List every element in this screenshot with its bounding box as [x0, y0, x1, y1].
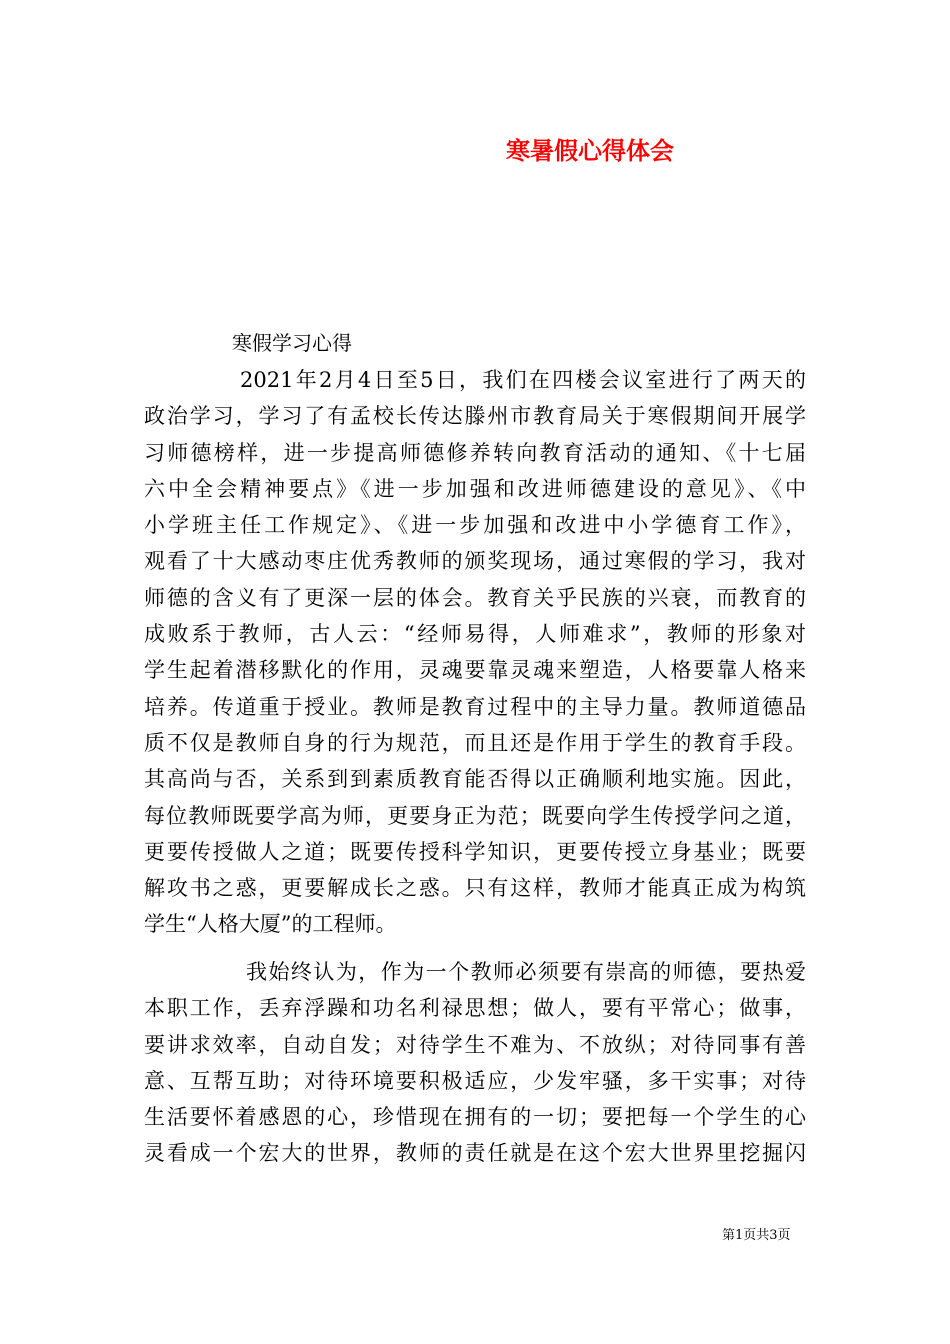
paragraph-line: 2021年2月4日至5日，我们在四楼会议室进行了两天的 — [240, 368, 806, 392]
paragraph-line: 本职工作，丢弃浮躁和功名利禄思想；做人，要有平常心；做事， — [144, 996, 806, 1021]
paragraph-line: 我始终认为，作为一个教师必须要有崇高的师德，要热爱 — [246, 960, 806, 984]
paragraph-line: 成败系于教师，古人云：“经师易得，人师难求”，教师的形象对 — [144, 622, 806, 647]
paragraph-line: 每位教师既要学高为师，更要身正为范；既要向学生传授学问之道， — [144, 803, 806, 828]
paragraph-line: 意、互帮互助；对待环境要积极适应，少发牢骚，多干实事；对待 — [144, 1068, 806, 1093]
paragraph-line: 质不仅是教师自身的行为规范，而且还是作用于学生的教育手段。 — [144, 730, 806, 755]
paragraph-line: 师德的含义有了更深一层的体会。教育关乎民族的兴衰，而教育的 — [144, 585, 806, 610]
paragraph-line: 政治学习，学习了有孟校长传达滕州市教育局关于寒假期间开展学 — [144, 404, 806, 429]
document-title: 寒暑假心得体会 — [506, 136, 674, 165]
paragraph-line: 观看了十大感动枣庄优秀教师的颁奖现场，通过寒假的学习，我对 — [144, 549, 806, 574]
paragraph-line: 六中全会精神要点》《进一步加强和改进师德建设的意见》、《中 — [144, 476, 806, 501]
paragraph-line: 学生起着潜移默化的作用，灵魂要靠灵魂来塑造，人格要靠人格来 — [144, 658, 806, 683]
document-subtitle: 寒假学习心得 — [232, 331, 352, 355]
paragraph-line: 生活要怀着感恩的心，珍惜现在拥有的一切；要把每一个学生的心 — [144, 1105, 806, 1130]
paragraph-line: 灵看成一个宏大的世界，教师的责任就是在这个宏大世界里挖掘闪 — [144, 1141, 806, 1166]
paragraph-line: 学生“人格大厦”的工程师。 — [144, 912, 397, 937]
paragraph-line: 习师德榜样，进一步提高师德修养转向教育活动的通知、《十七届 — [144, 440, 806, 465]
paragraph-line: 解攻书之惑，更要解成长之惑。只有这样，教师才能真正成为构筑 — [144, 876, 806, 901]
paragraph-line: 小学班主任工作规定》、《进一步加强和改进中小学德育工作》， — [144, 513, 806, 538]
paragraph-line: 培养。传道重于授业。教师是教育过程中的主导力量。教师道德品 — [144, 694, 806, 719]
paragraph-line: 更要传授做人之道；既要传授科学知识，更要传授立身基业；既要 — [144, 839, 806, 864]
body-paragraph-1 — [144, 362, 806, 943]
paragraph-line: 要讲求效率，自动自发；对待学生不难为、不放纵；对待同事有善 — [144, 1032, 806, 1057]
body-paragraph-2 — [144, 954, 806, 1172]
page-number: 第1页共3页 — [722, 1228, 791, 1243]
paragraph-line: 其高尚与否，关系到到素质教育能否得以正确顺利地实施。因此， — [144, 767, 806, 792]
